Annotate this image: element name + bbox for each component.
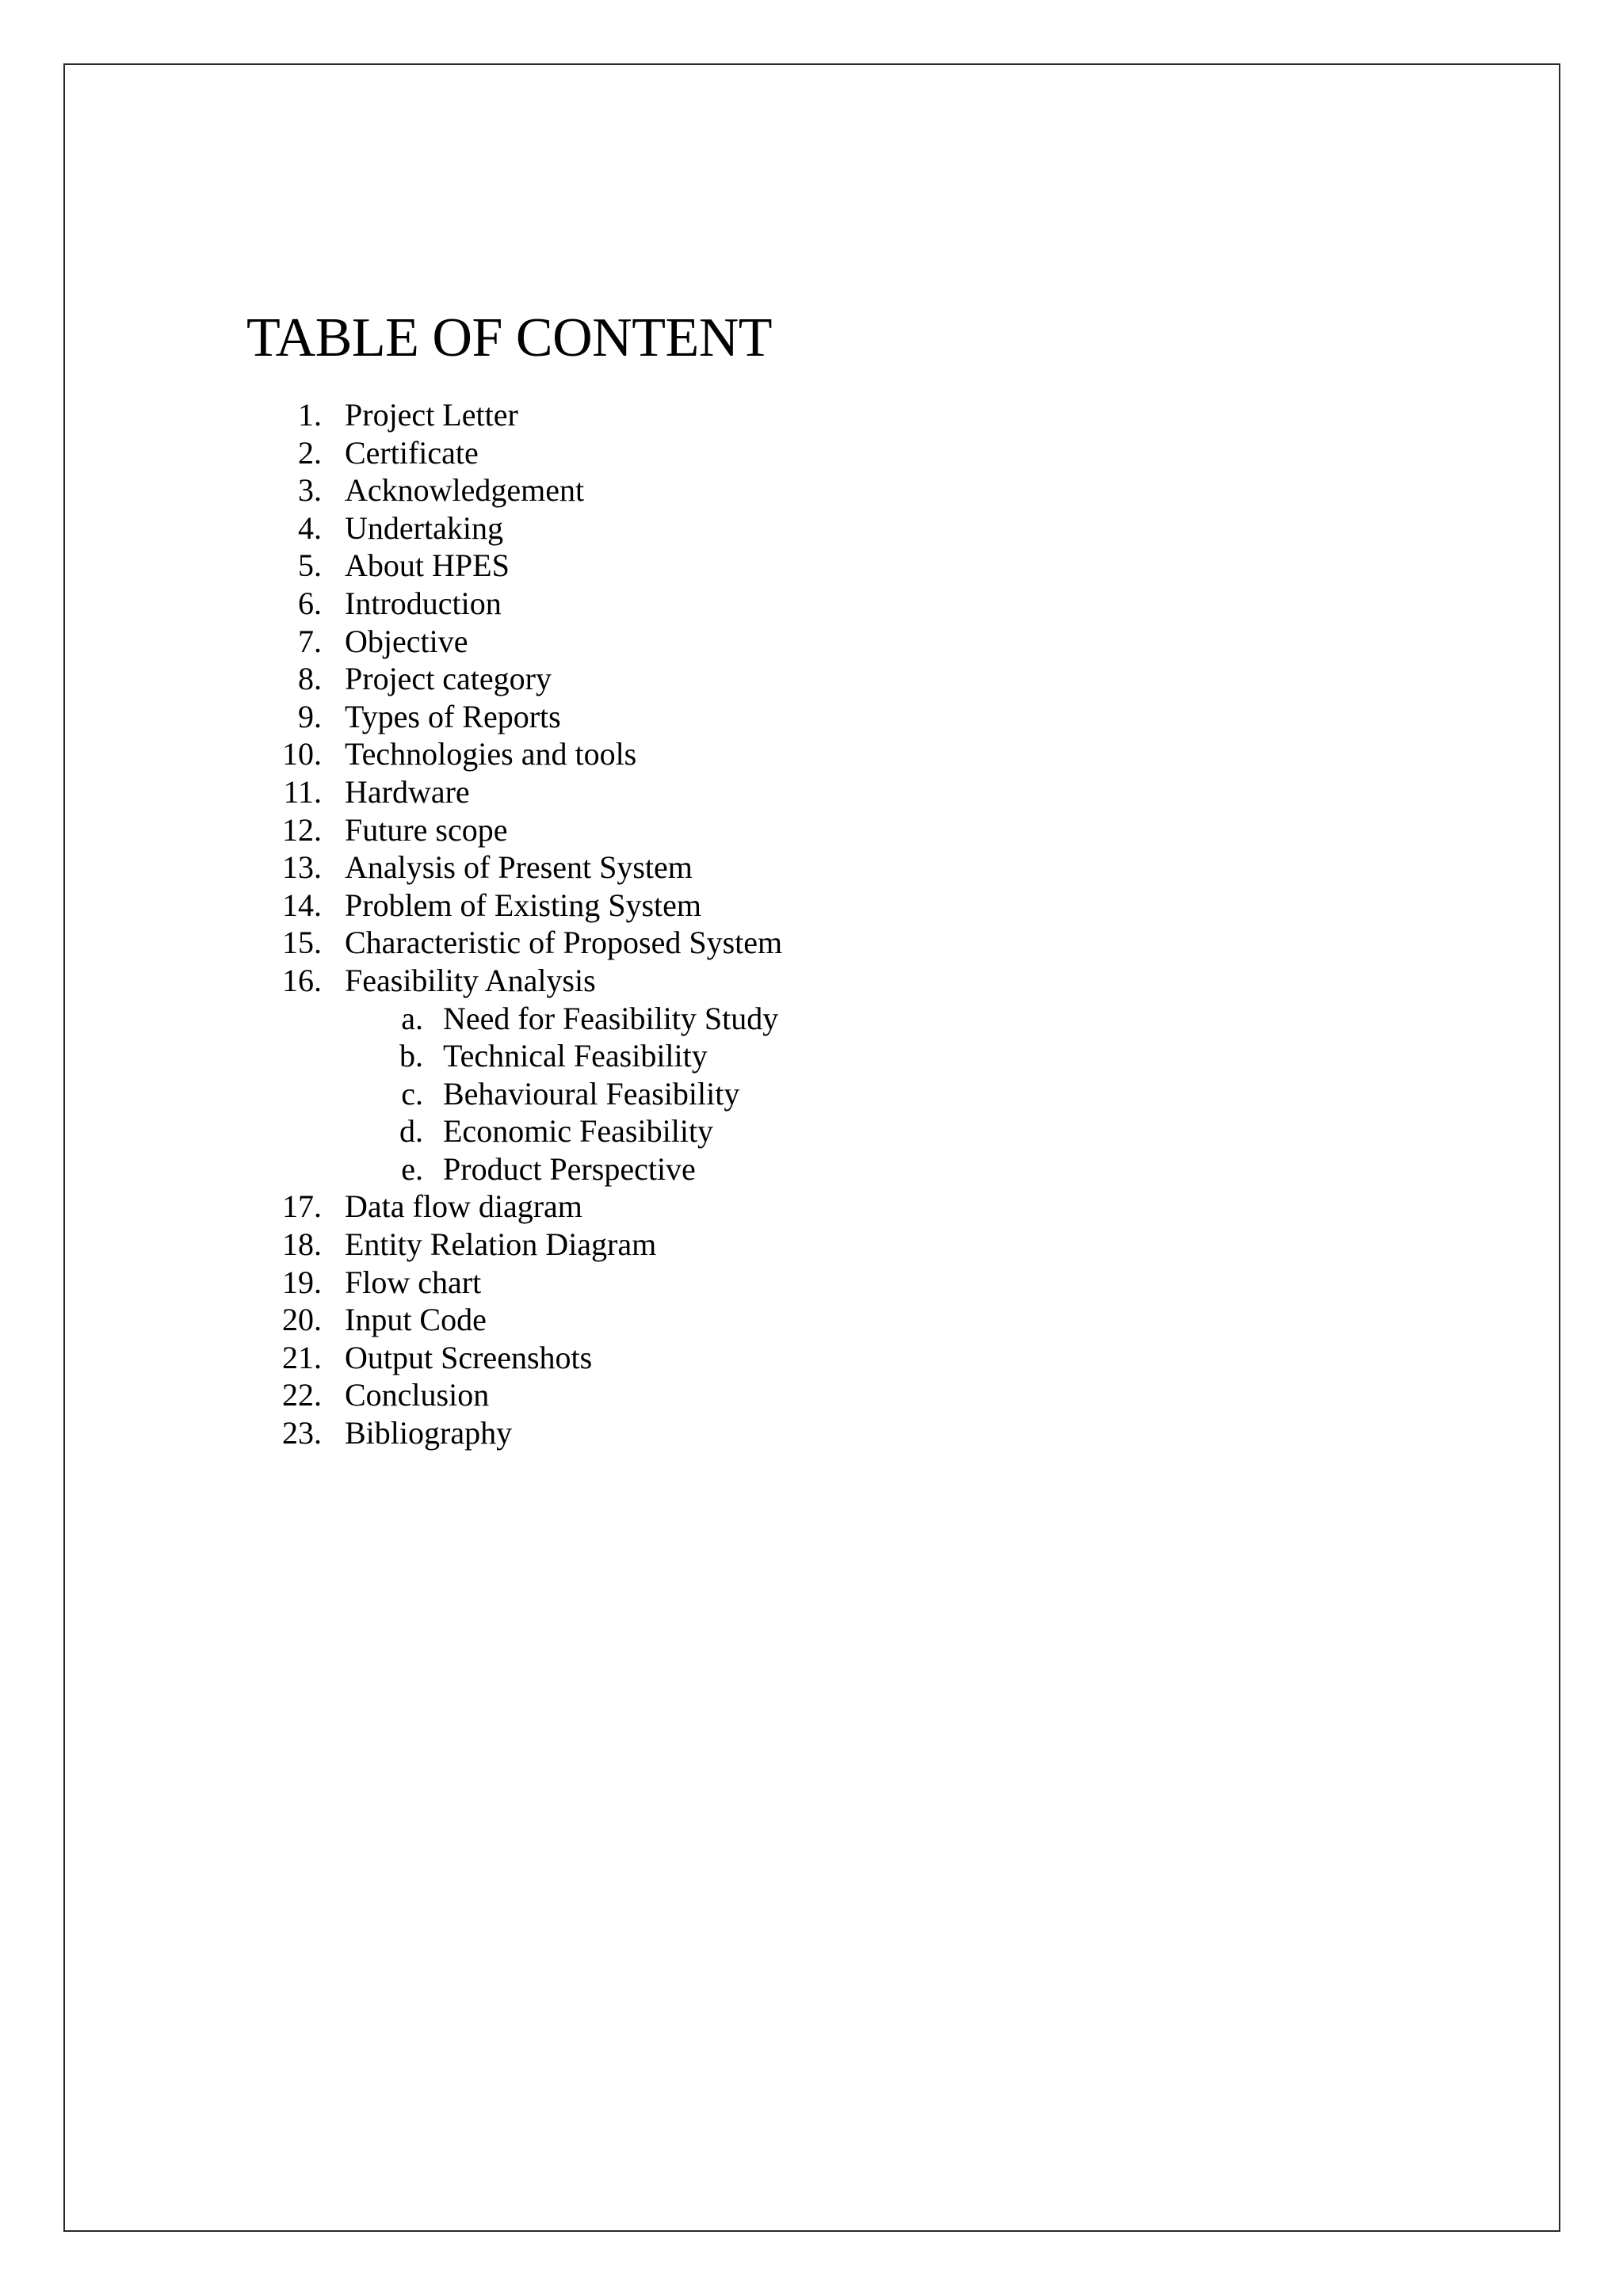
toc-item-label: Flow chart — [345, 1264, 482, 1300]
toc-item-number: 17. — [282, 1188, 322, 1225]
toc-item — [246, 1301, 772, 1339]
toc-item-number: 1. — [298, 397, 322, 433]
toc-item — [246, 887, 772, 925]
page-title: TABLE OF CONTENT — [246, 307, 773, 368]
toc-item — [246, 396, 772, 434]
toc-item — [246, 1264, 772, 1302]
toc-item-label: Entity Relation Diagram — [345, 1226, 657, 1263]
toc-subitem-label: Behavioural Feasibility — [443, 1075, 740, 1112]
toc-subitem — [246, 1075, 772, 1113]
toc-subitem-label: Product Perspective — [443, 1150, 696, 1187]
toc-item-label: Technologies and tools — [345, 736, 637, 772]
toc-item-label: Problem of Existing System — [345, 887, 701, 923]
toc-item — [246, 1376, 772, 1414]
toc-item-number: 6. — [298, 585, 322, 621]
toc-item-label: Introduction — [345, 585, 502, 621]
toc-item-label: Output Screenshots — [345, 1339, 593, 1375]
toc-item — [246, 698, 772, 736]
toc-subitem — [246, 1037, 772, 1075]
toc-item-number: 12. — [282, 811, 322, 848]
toc-item — [246, 773, 772, 811]
toc-item-label: Conclusion — [345, 1377, 490, 1413]
toc-item-number: 21. — [282, 1339, 322, 1375]
document-content — [246, 303, 783, 1452]
toc-item-label: Project Letter — [345, 397, 518, 433]
toc-item-label: Input Code — [345, 1302, 487, 1338]
toc-item-label: Data flow diagram — [345, 1188, 582, 1225]
toc-item — [246, 547, 772, 585]
toc-subitem-letter: e. — [401, 1150, 423, 1187]
toc-item-label: About HPES — [345, 547, 510, 584]
toc-subitem-letter: a. — [401, 1000, 423, 1036]
toc-item — [246, 585, 772, 623]
toc-item-number: 8. — [298, 661, 322, 697]
toc-item-number: 23. — [282, 1415, 322, 1451]
toc-item — [246, 1414, 772, 1452]
toc-subitem-label: Need for Feasibility Study — [443, 1000, 779, 1036]
toc-item-label: Acknowledgement — [345, 472, 585, 509]
toc-subitem — [246, 1000, 779, 1038]
toc-item — [246, 735, 772, 773]
toc-item-label: Certificate — [345, 434, 479, 471]
toc-item — [246, 623, 772, 661]
toc-item-number: 10. — [282, 736, 322, 772]
toc-subitem-label: Economic Feasibility — [443, 1113, 714, 1150]
toc-item-label: Types of Reports — [345, 698, 561, 734]
toc-item-label: Bibliography — [345, 1415, 513, 1451]
toc-item — [246, 434, 772, 472]
toc-item-number: 5. — [298, 547, 322, 584]
toc-item — [246, 924, 783, 962]
toc-subitem — [246, 1150, 772, 1188]
toc-subitem-label: Technical Feasibility — [443, 1038, 708, 1074]
toc-item — [246, 660, 772, 698]
toc-item-number: 14. — [282, 887, 322, 923]
toc-item-number: 22. — [282, 1377, 322, 1413]
toc-item-number: 18. — [282, 1226, 322, 1263]
toc-subitem-letter: b. — [399, 1038, 423, 1074]
toc-item — [246, 811, 772, 849]
toc-item — [246, 849, 772, 887]
toc-item-number: 4. — [298, 509, 322, 546]
toc-list — [246, 396, 783, 1452]
toc-item — [246, 1339, 772, 1377]
toc-item-label: Analysis of Present System — [345, 849, 693, 886]
toc-item-number: 7. — [298, 623, 322, 659]
toc-item-label: Objective — [345, 623, 468, 659]
toc-item-label: Project category — [345, 661, 552, 697]
toc-subitem-letter: d. — [399, 1113, 423, 1150]
toc-item-number: 11. — [283, 773, 322, 810]
toc-item — [246, 1188, 772, 1226]
toc-item — [246, 509, 772, 547]
toc-item-number: 3. — [298, 472, 322, 509]
toc-item-number: 2. — [298, 434, 322, 471]
toc-item — [246, 1226, 772, 1264]
toc-item-label: Undertaking — [345, 509, 503, 546]
toc-item-label: Feasibility Analysis — [345, 962, 596, 998]
toc-subitem — [246, 1112, 772, 1150]
toc-item-number: 13. — [282, 849, 322, 886]
toc-item-number: 9. — [298, 698, 322, 734]
toc-item-label: Characteristic of Proposed System — [345, 925, 783, 961]
toc-item-label: Hardware — [345, 773, 470, 810]
toc-item-number: 16. — [282, 962, 322, 998]
toc-subitem-letter: c. — [401, 1075, 423, 1112]
toc-item — [246, 962, 772, 1000]
toc-item-label: Future scope — [345, 811, 508, 848]
toc-item — [246, 471, 772, 509]
toc-item-number: 20. — [282, 1302, 322, 1338]
toc-item-number: 19. — [282, 1264, 322, 1300]
toc-item-number: 15. — [282, 925, 322, 961]
